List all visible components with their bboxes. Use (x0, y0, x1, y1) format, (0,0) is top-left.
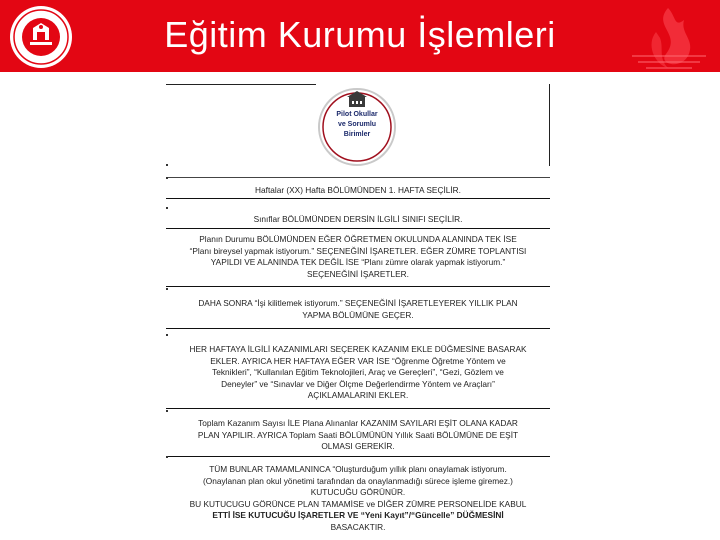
step-text: Planın Durumu BÖLÜMÜNDEN EĞER ÖĞRETMEN OKULUNDA ALANINDA TEK İSE (199, 234, 517, 244)
step-text: KUTUCUĞU GÖRÜNÜR. (310, 487, 406, 497)
step-text: Deneyler” ve “Sınavlar ve Diğer Ölçme Değerlendirme Yöntem ve Araçları” (221, 378, 495, 389)
step-text: “Planı bireysel yapmak istiyorum.” SEÇENEĞİNİ İŞARETLER. EĞER ZÜMRE TOPLANTISI (189, 245, 527, 256)
box-top-rule (166, 177, 550, 178)
step-text: BASACAKTIR. (330, 521, 386, 532)
step-text: TÜM BUNLAR TAMAMLANINCA “Oluşturduğum yıllık planı onaylamak istiyorum. (209, 464, 507, 474)
connector-dot (166, 164, 168, 166)
pilot-schools-badge (316, 86, 398, 168)
step-text: Teknikleri”, “Kullanılan Eğitim Teknolojileri, Araç ve Gereçleri”, “Gezi, Gözlem ve (212, 367, 504, 377)
step-text: PLAN YAPILIR. AYRICA Toplam Saati BÖLÜMÜNÜN Yıllık Saati BÖLÜMÜNE DE EŞİT (197, 429, 519, 440)
step-text: Toplam Kazanım Sayısı İLE Plana Alınanlar KAZANIM SAYILARI EŞİT OLANA KADAR (198, 418, 518, 428)
step-box-total (166, 418, 550, 457)
flame-emblem-icon (622, 4, 714, 72)
step-box-outcomes (166, 344, 550, 409)
connector-dot (166, 334, 168, 336)
connector-dot (166, 177, 168, 179)
step-text: EKLER. AYRICA HER HAFTAYA EĞER VAR İSE “Öğrenme Öğretme Yöntem ve (210, 355, 506, 366)
step-text: ETTİ İSE KUTUCUĞU İŞARETLER VE “Yeni Kayıt”/“Güncelle” DÜĞMESİNİ (212, 510, 504, 520)
process-flowchart (166, 84, 550, 540)
step-text: YAPILDI VE ALANINDA TEK DEĞİL İSE “Planı zümre olarak yapmak istiyorum.” (210, 257, 506, 267)
step-box-class (166, 206, 550, 229)
step-text: DAHA SONRA “İşi kilitlemek istiyorum.” SEÇENEĞİNİ İŞARETLEYEREK YILLIK PLAN (198, 298, 518, 308)
connector-dot (166, 288, 168, 290)
step-text: SEÇENEĞİNİ İŞARETLER. (307, 268, 409, 279)
step-text: (Onaylanan plan okul yönetimi tarafından da onaylanmadığı sürece işleme giremez.) (203, 475, 513, 486)
connector-dot (166, 410, 168, 412)
step-box-week (166, 178, 550, 199)
page-title: Eğitim Kurumu İşlemleri (164, 14, 556, 55)
badge-line: Birimler (343, 131, 371, 138)
badge-line: Pilot Okullar (336, 111, 378, 118)
badge-label (316, 110, 398, 140)
connector-dot (166, 456, 168, 458)
step-box-plan-status (166, 234, 550, 287)
connector-dot (166, 207, 168, 209)
step-text: HER HAFTAYA İLGİLİ KAZANIMLARI SEÇEREK KAZANIM EKLE DÜĞMESİNE BASARAK (189, 344, 527, 354)
step-text: YAPMA BÖLÜMÜNE GEÇER. (302, 309, 414, 320)
connector-line (166, 84, 316, 85)
badge-line: ve Sorumlu (337, 121, 377, 128)
step-box-lock (166, 298, 550, 329)
step-text: Sınıflar BÖLÜMÜNDEN DERSİN İLGİLİ SINIFI SEÇİLİR. (253, 214, 463, 224)
step-text: BU KUTUCUGU GÖRÜNCE PLAN TAMAMİSE ve DİĞER ZÜMRE PERSONELİDE KABUL (189, 498, 527, 509)
step-box-approve (166, 464, 550, 536)
connector-line (549, 84, 550, 166)
step-text: OLMASI GEREKİR. (321, 441, 395, 451)
step-text: Haftalar (XX) Hafta BÖLÜMÜNDEN 1. HAFTA SEÇİLİR. (255, 185, 461, 195)
step-text: AÇIKLAMALARINI EKLER. (307, 390, 409, 400)
